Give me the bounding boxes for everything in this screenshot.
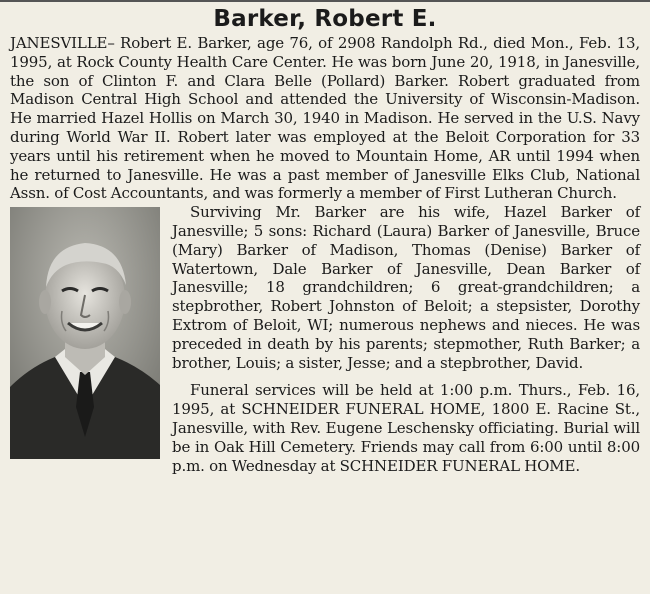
obituary-headline: Barker, Robert E.: [213, 6, 437, 32]
portrait-image: [10, 207, 160, 459]
obituary-paragraph-2: Surviving Mr. Barker are his wife, Hazel Barker of Janesville; 5 sons: Richard (Laura) Barker of Janesville, Bruce (Mary) Barker of Madison, Thomas (Denise) Barker of Watertown, Dale Barker of Janesville, Dean Barker of Janesville; 18 grandchildren; 6 great-grandchildren; a stepbrother, Robert Johnston of Beloit; a stepsister, Dorothy Extrom of Beloit, WI; numerous nephews and nieces. He was preceded in death by his parents; stepmother, Ruth Barker; a brother, Louis; a sister, Jesse; and a stepbrother, David.: [172, 203, 640, 372]
dateline: JANESVILLE: [10, 34, 108, 52]
portrait-photo: [10, 207, 160, 459]
obituary-paragraph-3: Funeral services will be held at 1:00 p.m. Thurs., Feb. 16, 1995, at SCHNEIDER FUNERAL HOME, 1800 E. Racine St., Janesville, with Rev. Eugene Leschensky officiating. Burial will be in Oak Hill Cemetery. Friends may call from 6:00 until 8:00 p.m. on Wednesday at SCHNEIDER FUNERAL HOME.: [172, 381, 640, 475]
obituary-body: [10, 34, 640, 475]
obituary-paragraph-1: [10, 34, 640, 203]
paragraph-1-text: – Robert E. Barker, age 76, of 2908 Randolph Rd., died Mon., Feb. 13, 1995, at Rock County Health Care Center. He was born June 20, 1918, in Janesville, the son of Clinton F. and Clara Belle (Pollard) Barker. Robert graduated from Madison Central High School and attended the University of Wisconsin-Madison. He married Hazel Hollis on March 30, 1940 in Madison. He served in the U.S. Navy during World War II. Robert later was employed at the Beloit Corporation for 33 years until his retirement when he moved to Mountain Home, AR until 1994 when he returned to Janesville. He was a past member of Janesville Elks Club, National Assn. of Cost Accountants, and was formerly a member of First Lutheran Church.: [10, 34, 640, 203]
